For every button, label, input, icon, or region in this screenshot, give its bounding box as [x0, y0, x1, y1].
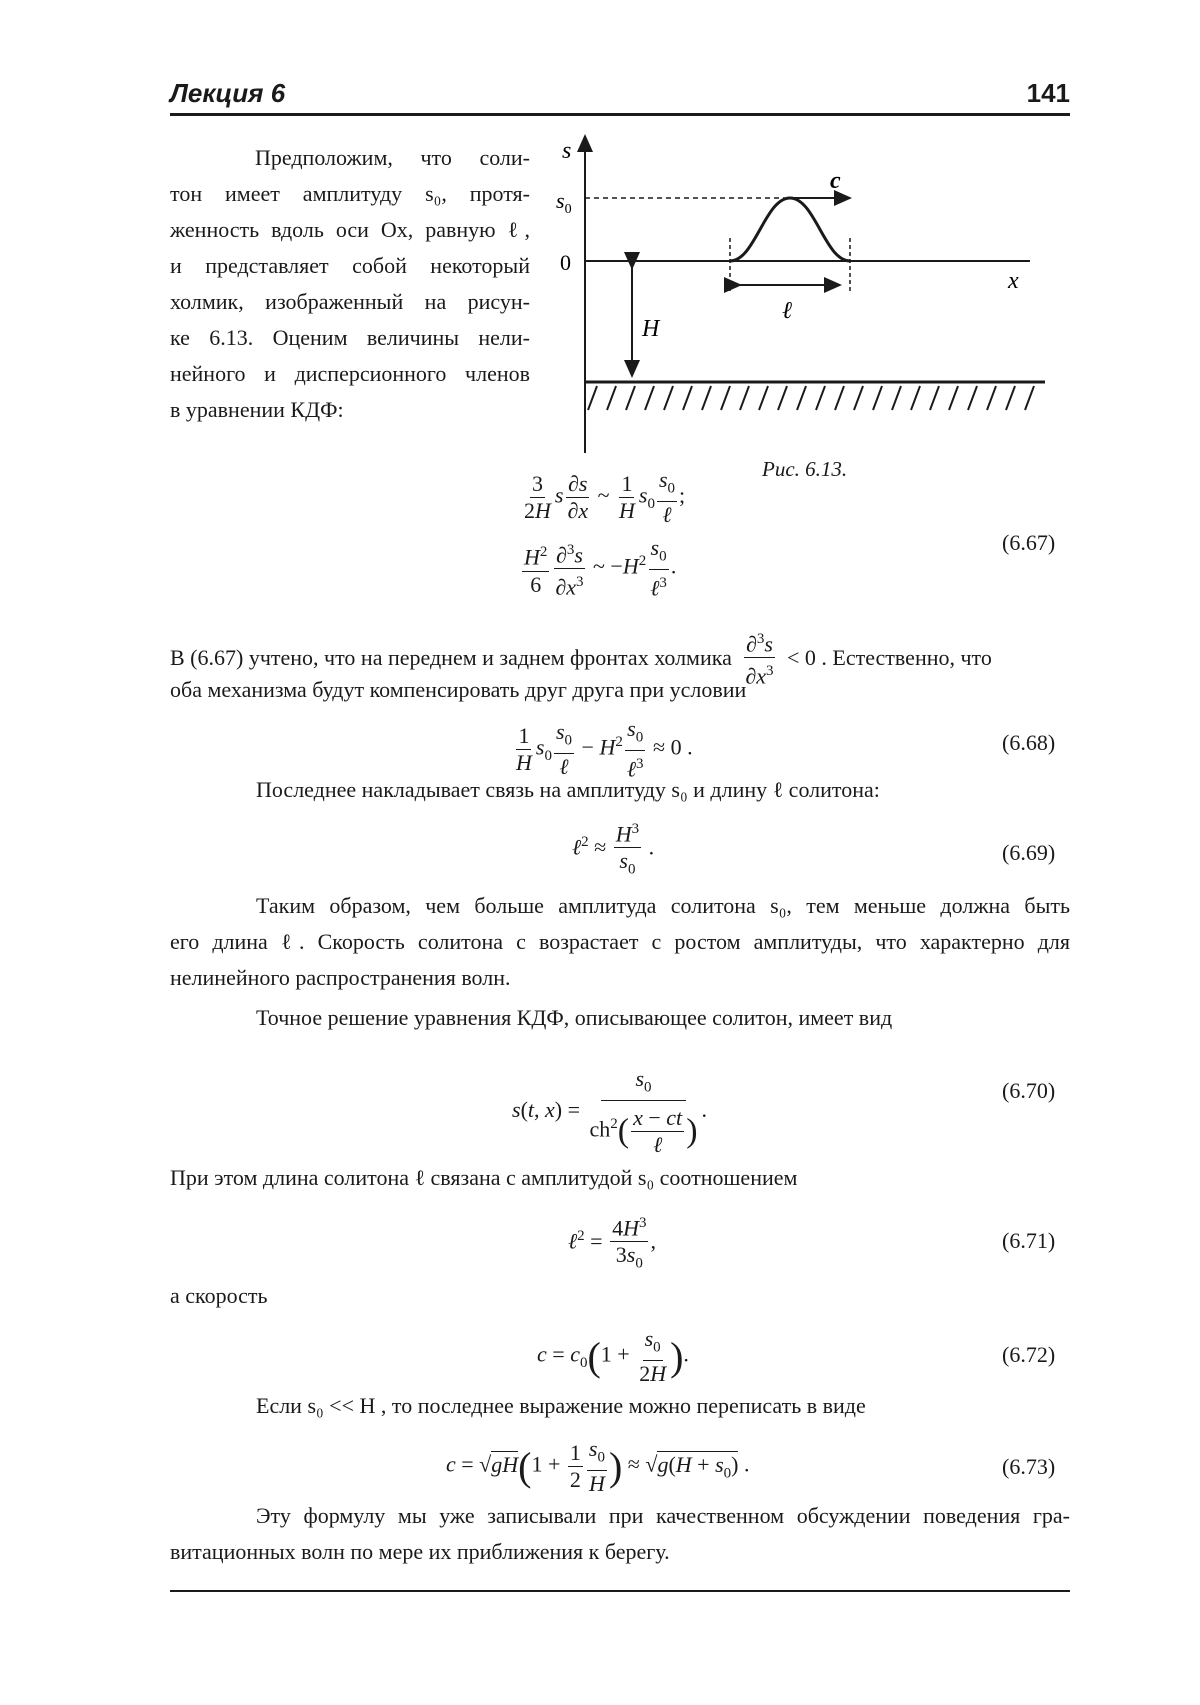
equation-6-72: $c = c_0(1$ + $\frac{s_0}{2H}$ ). [537, 1326, 689, 1387]
intro-paragraph [170, 140, 530, 428]
equation-6-67-line2: $\frac{H^2}{6}$ $\frac{\partial^3s}{\partial x^3}$ ~ $-H^2$ $\frac{s_0}{\ell^3}$ . [524, 535, 677, 601]
hatch-stroke [683, 386, 692, 410]
intro-line: нейного и дисперсионного членов [170, 361, 530, 386]
soliton-figure [540, 128, 1070, 453]
hatch-stroke [816, 386, 825, 410]
depth-label: H [642, 316, 660, 342]
hatch-stroke [626, 386, 635, 410]
hatch-stroke [759, 386, 768, 410]
paragraph-line: При этом длина солитона ℓ связана с амплитудой s₀ соотношением [170, 1165, 798, 1190]
running-header-title: Лекция 6 [170, 78, 286, 108]
paragraph [170, 628, 1070, 689]
velocity-label: c [830, 168, 841, 194]
equation-6-68: $\frac{1}{H}$ $s_0$ $\frac{s_0}{\text{ℓ}}$ − $H^2$ $\frac{s_0}{\ell^3}$ ≈ 0 . [516, 716, 693, 782]
equation-number: (6.73) [1002, 1454, 1056, 1479]
equation-6-70: s(t, x) = $s_0$ $ch^2$( $\frac{x - ct}{\text{ℓ}}$ ) . [512, 1066, 708, 1158]
hatch-stroke [664, 386, 673, 410]
hatch-stroke [645, 386, 654, 410]
equation-number: (6.67) [1002, 530, 1056, 555]
ell-label: ℓ [782, 298, 792, 324]
equation-number: (6.72) [1002, 1342, 1056, 1367]
s-axis-label: s [562, 138, 572, 164]
zero-label: 0 [560, 250, 571, 275]
paragraph-line: Таким образом, чем больше амплитуда солитона s₀, тем меньше должна быть [256, 893, 1070, 918]
header-rule [170, 113, 1070, 116]
hatch-stroke [987, 386, 996, 410]
hatch-stroke [721, 386, 730, 410]
intro-line: тон имеет амплитуду s₀, протя- [170, 181, 530, 206]
hatch-stroke [740, 386, 749, 410]
seabed-hatching [588, 386, 1034, 410]
hatch-stroke [911, 386, 920, 410]
inline-third-derivative: $\frac{\partial^3s}{\partial x^3}$ [743, 626, 775, 690]
paragraph-line: а скорость [170, 1283, 268, 1308]
paragraph-line: его длина ℓ. Скорость солитона c возрастает с ростом амплитуды, что характерно для [170, 929, 1070, 954]
intro-line: холмик, изображенный на рисун- [170, 289, 530, 314]
footer-rule [170, 1590, 1070, 1592]
equation-number: (6.70) [1002, 1078, 1056, 1103]
equation-6-73: c = √gH(1 + $\frac{1}{2}$ $\frac{s_0}{H}$ ) ≈ $√g(H + s_0)$ . [446, 1436, 750, 1497]
intro-line: и представляет собой некоторый [170, 253, 530, 278]
hatch-stroke [835, 386, 844, 410]
equation-6-71: ℓ$^2$ = $\frac{4H^3}{3s_0}$ , [568, 1210, 656, 1277]
hatch-stroke [968, 386, 977, 410]
intro-line: ке 6.13. Оценим величины нели- [170, 325, 530, 350]
text-run: В (6.67) учтено, что на переднем и заднем фронтах холмика [170, 644, 732, 670]
hatch-stroke [854, 386, 863, 410]
hatch-stroke [949, 386, 958, 410]
hatch-stroke [930, 386, 939, 410]
equation-6-69: ℓ$^2$ ≈ $\frac{H^3}{s_0}$ . [572, 816, 654, 883]
paragraph-line: Если s₀ << H , то последнее выражение можно переписать в виде [256, 1393, 866, 1418]
hatch-stroke [1006, 386, 1015, 410]
page-number: 141 [1026, 78, 1070, 108]
hatch-stroke [588, 386, 597, 410]
equation-number: (6.69) [1002, 840, 1056, 865]
hatch-stroke [778, 386, 787, 410]
hatch-stroke [607, 386, 616, 410]
intro-line: Предположим, что соли- [255, 145, 530, 170]
intro-line: в уравнении КДФ: [170, 397, 344, 422]
paragraph [170, 888, 1070, 996]
paragraph-line: оба механизма будут компенсировать друг друга при условии [170, 677, 747, 702]
hatch-stroke [873, 386, 882, 410]
x-axis-label: x [1008, 268, 1019, 294]
figure-caption: Рис. 6.13. [762, 457, 848, 481]
intro-line: женность вдоль оси Ox, равную ℓ, [170, 217, 530, 242]
hatch-stroke [702, 386, 711, 410]
paragraph-line: Точное решение уравнения КДФ, описывающее солитон, имеет вид [256, 1005, 893, 1030]
equation-number: (6.71) [1002, 1228, 1056, 1253]
s0-label: $s_0$ [556, 188, 572, 217]
hatch-stroke [797, 386, 806, 410]
equation-number: (6.68) [1002, 730, 1056, 755]
paragraph-line: нелинейного распространения волн. [170, 965, 511, 990]
paragraph-line: Последнее накладывает связь на амплитуду s₀ и длину ℓ солитона: [256, 777, 880, 802]
paragraph-line: витационных волн по мере их приближения к берегу. [170, 1539, 670, 1564]
soliton-hump [730, 198, 850, 261]
paragraph [170, 1498, 1070, 1570]
equation-6-67-line1: $\frac{3}{2H}$ s $\frac{\partial s}{\partial x}$ ~ $\frac{1}{H}$ $s_0$ $\frac{s_0}{\text{ℓ}}$ ; [524, 467, 686, 528]
hatch-stroke [892, 386, 901, 410]
hatch-stroke [1025, 386, 1034, 410]
text-run: < 0 . Естественно, что [787, 644, 992, 670]
paragraph-line: Эту формулу мы уже записывали при качественном обсуждении поведения гра- [256, 1503, 1070, 1528]
